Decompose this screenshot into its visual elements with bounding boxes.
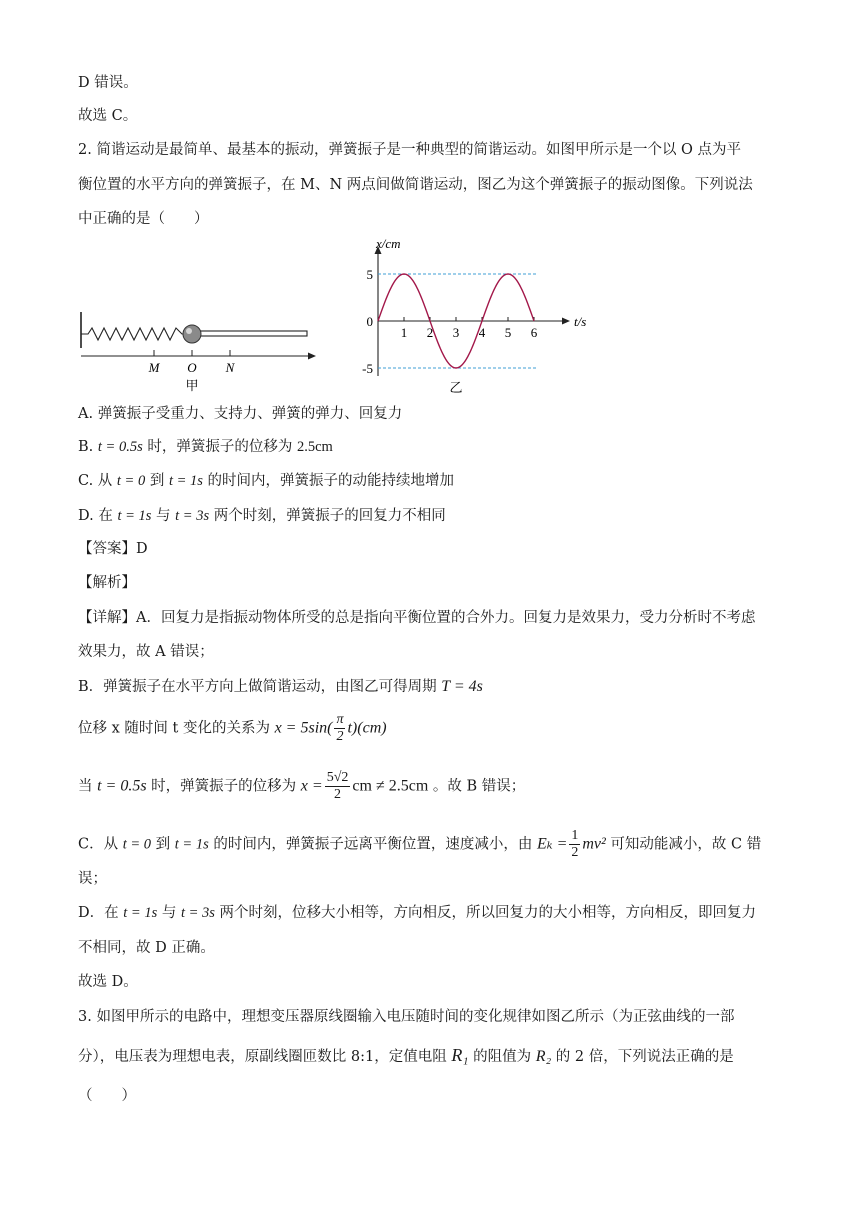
caption-yi: 乙 <box>449 380 463 395</box>
detail-c1-ek: Eₖ = <box>536 835 568 853</box>
detail-c1-t0: t = 0 <box>122 836 152 853</box>
q3-stem-line-1: 3. 如图甲所示的电路中，理想变压器原线圈输入电压随时间的变化规律如图乙所示（为正弦曲线的一部 <box>78 1009 735 1025</box>
option-b-text: 时，弹簧振子的位移为 <box>142 439 297 455</box>
option-d-t1: t = 1s <box>117 508 152 524</box>
detail-d-line-2: 不相同，故 D 正确。 <box>78 940 215 956</box>
caption-jia: 甲 <box>185 378 199 392</box>
detail-b3-frac-num: 5√2 <box>326 770 349 785</box>
x-axis-label: t/s <box>574 314 587 329</box>
label-o: O <box>187 360 197 375</box>
q3-line2-text: 分），电压表为理想电表，原副线圈匝数比 8:1，定值电阻 <box>78 1049 452 1065</box>
option-b-value: 2.5cm <box>296 439 333 455</box>
detail-b2-fraction <box>334 712 345 745</box>
option-b <box>78 437 333 457</box>
option-c-mid: 到 <box>145 473 169 489</box>
y-axis-label: x/cm <box>376 236 401 251</box>
option-b-time: t = 0.5s <box>97 439 143 455</box>
detail-d1-mid: 与 <box>157 905 181 921</box>
analysis-label: 【解析】 <box>78 575 136 591</box>
detail-b3-frac-den: 2 <box>334 787 342 802</box>
detail-b3-fraction <box>325 770 351 803</box>
x-tick-label-5: 5 <box>504 325 512 340</box>
detail-b3-suffix: 。故 B 错误； <box>428 778 526 795</box>
q2-stem-line-3: 中正确的是（ ） <box>78 211 209 227</box>
detail-d1-prefix: D．在 <box>78 905 124 921</box>
detail-c1-suffix: 可知动能减小，故 C 错 <box>605 836 762 853</box>
detail-b2-frac-num: π <box>336 712 344 727</box>
detail-a-line-1: 【详解】A．回复力是指振动物体所受的总是指向平衡位置的合外力。回复力是效果力，受力分析时不考虑 <box>78 610 756 626</box>
detail-b3-x: x = <box>300 777 323 795</box>
detail-c-line-1 <box>78 828 761 861</box>
detail-b2-text: 位移 x 随时间 t 变化的关系为 <box>78 720 275 737</box>
q3-line2-suffix: 的 2 倍，下列说法正确的是 <box>551 1049 734 1065</box>
axis-arrow <box>308 353 316 360</box>
detail-d-line-1 <box>78 903 756 923</box>
text-d-wrong: D 错误。 <box>78 75 138 91</box>
x-tick-label-2: 2 <box>426 325 434 340</box>
q3-stem-line-3: （ ） <box>78 1088 136 1104</box>
label-n: N <box>225 360 235 375</box>
text-choose-c: 故选 C。 <box>78 108 138 124</box>
spring-coil <box>81 328 186 340</box>
detail-b3-time: t = 0.5s <box>97 777 147 795</box>
detail-d1-text: 两个时刻，位移大小相等，方向相反，所以回复力的大小相等，方向相反，即回复力 <box>214 905 757 921</box>
y-tick-label-neg5: -5 <box>362 361 373 376</box>
label-m: M <box>148 360 160 375</box>
option-d-text: 两个时刻，弹簧振子的回复力不相同 <box>209 508 446 524</box>
detail-a-line-2: 效果力，故 A 错误； <box>78 644 214 660</box>
x-tick-label-3: 3 <box>452 325 460 340</box>
detail-b2-frac-den: 2 <box>336 729 344 744</box>
detail-b1-text: B．弹簧振子在水平方向上做简谐运动，由图乙可得周期 <box>78 679 442 695</box>
detail-c1-t1: t = 1s <box>174 836 209 853</box>
detail-b3-prefix: 当 <box>78 778 98 795</box>
detail-b2-formula-b: t)(cm) <box>347 719 387 737</box>
detail-c1-frac-num: 1 <box>571 828 579 843</box>
detail-c1-text: 的时间内，弹簧振子远离平衡位置，速度减小，由 <box>208 836 537 853</box>
y-tick-label-5: 5 <box>366 267 373 282</box>
q3-line2-mid: 的阻值为 <box>468 1049 536 1065</box>
x-tick-label-1: 1 <box>400 325 408 340</box>
option-c-prefix: C. 从 <box>78 473 117 489</box>
q2-stem-line-1: 2. 简谐运动是最简单、最基本的振动，弹簧振子是一种典型的简谐运动。如图甲所示是一个以 O 点为平 <box>78 142 742 158</box>
detail-b3-text: 时，弹簧振子的位移为 <box>146 778 301 795</box>
option-b-prefix: B. <box>78 439 98 455</box>
option-d-prefix: D. 在 <box>78 508 118 524</box>
detail-b-line-2 <box>78 712 387 745</box>
detail-b-line-3 <box>78 770 525 803</box>
q2-stem-line-2: 衡位置的水平方向的弹簧振子，在 M、N 两点间做简谐运动，图乙为这个弹簧振子的振动图像。下列说法 <box>78 177 753 193</box>
q3-r1: R₁ <box>451 1045 469 1065</box>
x-tick-label-4: 4 <box>478 325 486 340</box>
option-d-t3: t = 3s <box>175 508 210 524</box>
detail-c1-fraction <box>569 828 580 861</box>
oscillator-ball <box>183 325 201 343</box>
option-c-t0: t = 0 <box>116 473 146 489</box>
option-d-mid: 与 <box>151 508 176 524</box>
figure-yi-vibration-graph <box>352 232 602 402</box>
q3-stem-line-2 <box>78 1045 734 1067</box>
detail-b2-formula-a: x = 5sin( <box>274 719 333 737</box>
detail-c1-mid: 到 <box>151 836 175 853</box>
option-d <box>78 506 446 526</box>
x-axis-arrow <box>562 318 570 325</box>
text-choose-d: 故选 D。 <box>78 974 138 990</box>
detail-c-line-2: 误； <box>78 871 107 887</box>
option-c-t1: t = 1s <box>168 473 203 489</box>
y-tick-label-0: 0 <box>366 314 373 329</box>
ball-highlight <box>186 328 192 334</box>
answer-label: 【答案】D <box>78 541 148 557</box>
detail-c1-mv: mv² <box>582 835 606 853</box>
detail-b-line-1 <box>78 677 483 697</box>
detail-c1-prefix: C．从 <box>78 836 123 853</box>
detail-b1-period: T = 4s <box>441 678 483 695</box>
guide-rod <box>194 331 307 336</box>
x-tick-label-6: 6 <box>530 325 538 340</box>
q3-r2: R₂ <box>535 1048 552 1065</box>
detail-d1-t1: t = 1s <box>123 905 158 921</box>
detail-d1-t3: t = 3s <box>180 905 215 921</box>
option-a: A. 弹簧振子受重力、支持力、弹簧的弹力、回复力 <box>78 406 403 422</box>
detail-c1-frac-den: 2 <box>571 845 579 860</box>
detail-b3-value: cm ≠ 2.5cm <box>352 777 429 795</box>
option-c-text: 的时间内，弹簧振子的动能持续地增加 <box>202 473 455 489</box>
figure-jia-spring-oscillator <box>74 312 324 392</box>
option-c <box>78 471 454 491</box>
